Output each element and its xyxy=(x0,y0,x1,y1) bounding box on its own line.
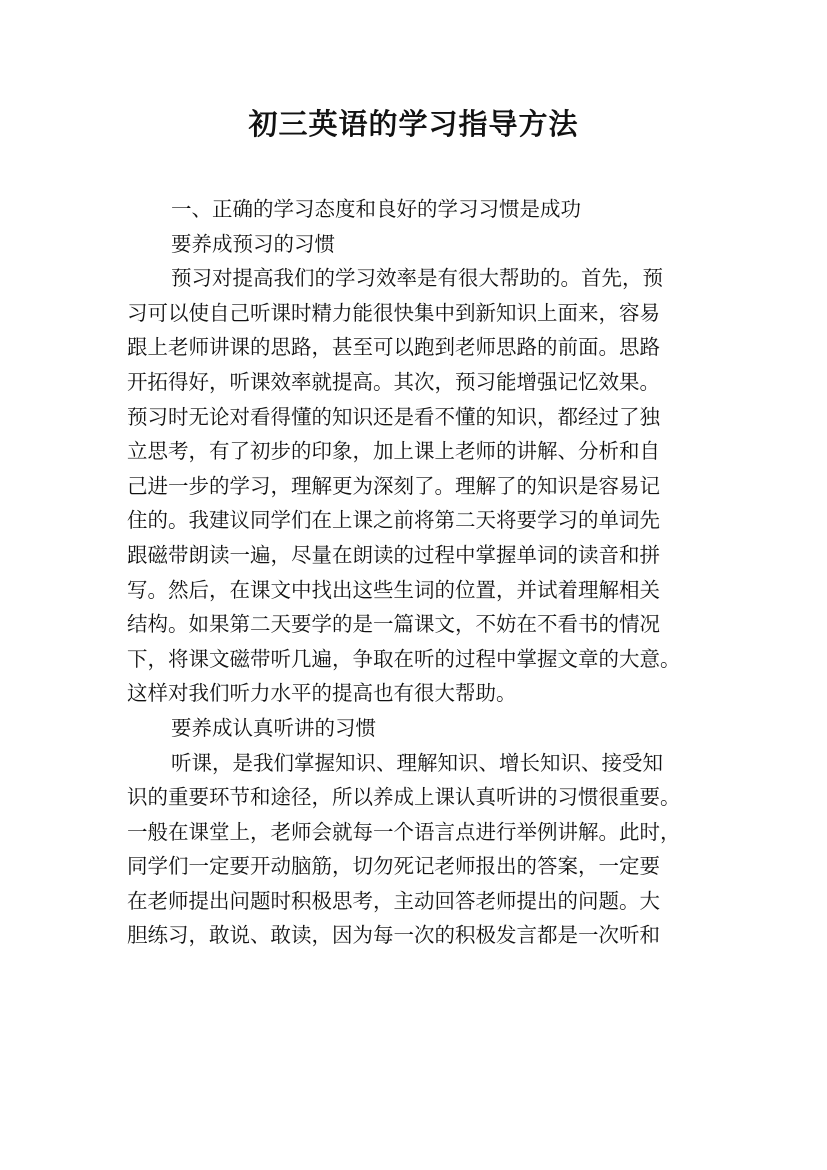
paragraph-line: 跟磁带朗读一遍，尽量在朗读的过程中掌握单词的读音和拼 xyxy=(127,542,660,567)
paragraph-line: 下，将课文磁带听几遍，争取在听的过程中掌握文章的大意。 xyxy=(127,646,681,671)
paragraph-line: 一般在课堂上，老师会就每一个语言点进行举例讲解。此时， xyxy=(127,819,681,844)
paragraph-line: 己进一步的学习，理解更为深刻了。理解了的知识是容易记 xyxy=(127,473,660,498)
paragraph-line: 同学们一定要开动脑筋，切勿死记老师报出的答案，一定要 xyxy=(127,854,660,879)
paragraph-line: 结构。如果第二天要学的是一篇课文，不妨在不看书的情况 xyxy=(127,612,660,637)
paragraph-line: 识的重要环节和途径，所以养成上课认真听讲的习惯很重要。 xyxy=(127,785,681,810)
document-title: 初三英语的学习指导方法 xyxy=(248,107,579,141)
paragraph-line: 在老师提出问题时积极思考，主动回答老师提出的问题。大 xyxy=(127,888,660,913)
paragraph-line: 跟上老师讲课的思路，甚至可以跑到老师思路的前面。思路 xyxy=(127,335,660,360)
paragraph-line: 这样对我们听力水平的提高也有很大帮助。 xyxy=(127,681,517,706)
subsection-heading: 要养成预习的习惯 xyxy=(171,231,335,256)
paragraph-line: 习可以使自己听课时精力能很快集中到新知识上面来，容易 xyxy=(127,300,660,325)
paragraph-line: 住的。我建议同学们在上课之前将第二天将要学习的单词先 xyxy=(127,508,660,533)
paragraph-line: 开拓得好，听课效率就提高。其次，预习能增强记忆效果。 xyxy=(127,369,660,394)
section-heading: 一、正确的学习态度和良好的学习习惯是成功 xyxy=(171,197,581,221)
paragraph-line: 写。然后，在课文中找出这些生词的位置，并试着理解相关 xyxy=(127,577,660,602)
paragraph-line: 胆练习，敢说、敢读，因为每一次的积极发言都是一次听和 xyxy=(127,923,660,948)
paragraph-line: 立思考，有了初步的印象，加上课上老师的讲解、分析和自 xyxy=(127,439,660,464)
subsection-heading: 要养成认真听讲的习惯 xyxy=(171,715,376,740)
paragraph-line: 听课，是我们掌握知识、理解知识、增长知识、接受知 xyxy=(171,750,663,775)
paragraph-line: 预习对提高我们的学习效率是有很大帮助的。首先，预 xyxy=(171,266,663,291)
paragraph-line: 预习时无论对看得懂的知识还是看不懂的知识，都经过了独 xyxy=(127,404,660,429)
document-body xyxy=(127,192,709,953)
